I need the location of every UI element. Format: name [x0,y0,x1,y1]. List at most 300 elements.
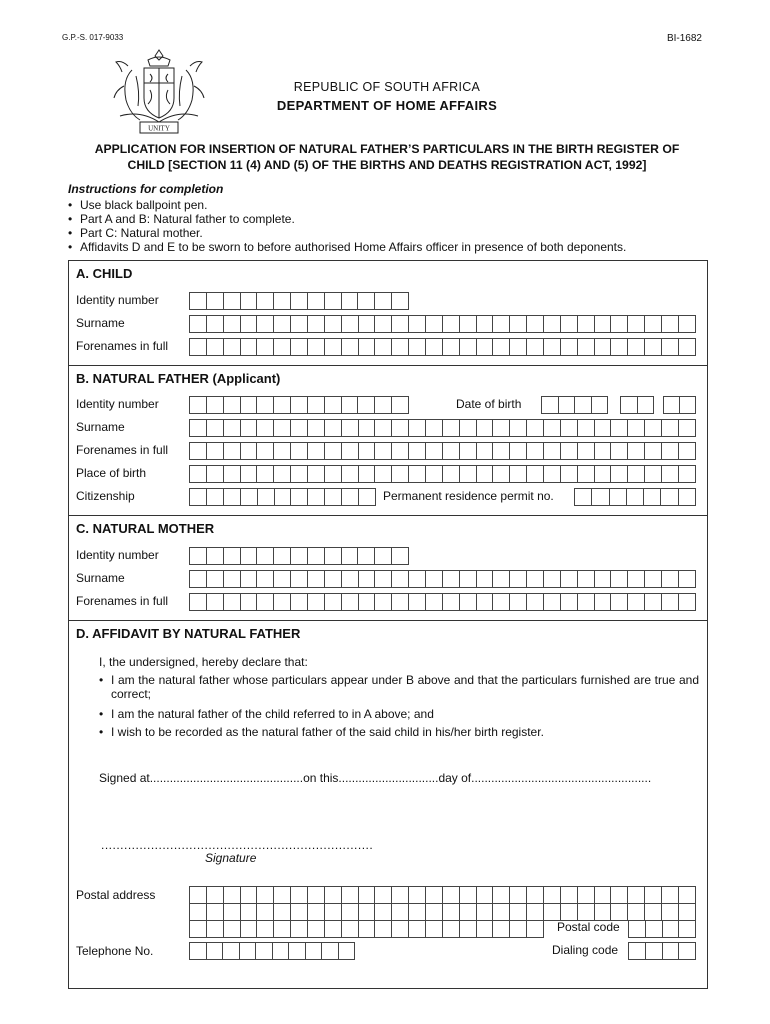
character-box[interactable] [325,489,342,505]
character-box[interactable] [291,548,308,564]
character-box[interactable] [375,339,392,355]
character-box[interactable] [359,443,376,459]
character-box[interactable] [325,443,342,459]
character-box[interactable] [477,339,494,355]
character-box[interactable] [559,397,576,413]
character-box[interactable] [611,420,628,436]
character-box[interactable] [595,571,612,587]
character-box[interactable] [510,466,527,482]
character-box[interactable] [241,594,258,610]
character-box[interactable] [592,489,609,505]
character-box[interactable] [291,466,308,482]
character-box[interactable] [257,466,274,482]
postal-address-input-line-3[interactable] [189,920,544,938]
character-box[interactable] [645,316,662,332]
character-box[interactable] [443,339,460,355]
character-box[interactable] [561,904,578,920]
character-box[interactable] [289,943,306,959]
character-box[interactable] [443,594,460,610]
character-box[interactable] [544,466,561,482]
father-place-input[interactable] [189,465,696,483]
character-box[interactable] [611,316,628,332]
character-box[interactable] [510,887,527,903]
character-box[interactable] [308,339,325,355]
character-box[interactable] [409,466,426,482]
character-box[interactable] [241,443,258,459]
character-box[interactable] [426,443,443,459]
character-box[interactable] [679,943,696,959]
character-box[interactable] [460,921,477,937]
character-box[interactable] [339,943,356,959]
character-box[interactable] [190,397,207,413]
character-box[interactable] [392,420,409,436]
character-box[interactable] [561,339,578,355]
character-box[interactable] [342,397,359,413]
character-box[interactable] [460,316,477,332]
character-box[interactable] [308,571,325,587]
character-box[interactable] [645,339,662,355]
character-box[interactable] [274,594,291,610]
character-box[interactable] [426,466,443,482]
character-box[interactable] [375,904,392,920]
mother-identity-input[interactable] [189,547,409,565]
character-box[interactable] [578,887,595,903]
father-dob-day-input[interactable] [663,396,696,414]
character-box[interactable] [426,594,443,610]
character-box[interactable] [663,943,680,959]
character-box[interactable] [409,594,426,610]
character-box[interactable] [493,316,510,332]
character-box[interactable] [493,420,510,436]
character-box[interactable] [274,420,291,436]
character-box[interactable] [510,594,527,610]
character-box[interactable] [460,443,477,459]
character-box[interactable] [207,443,224,459]
character-box[interactable] [426,571,443,587]
character-box[interactable] [426,887,443,903]
character-box[interactable] [342,466,359,482]
character-box[interactable] [460,571,477,587]
character-box[interactable] [627,489,644,505]
character-box[interactable] [207,339,224,355]
character-box[interactable] [426,316,443,332]
character-box[interactable] [392,339,409,355]
character-box[interactable] [190,489,207,505]
character-box[interactable] [578,316,595,332]
character-box[interactable] [207,548,224,564]
character-box[interactable] [629,943,646,959]
character-box[interactable] [510,571,527,587]
character-box[interactable] [325,293,342,309]
character-box[interactable] [645,904,662,920]
character-box[interactable] [359,594,376,610]
character-box[interactable] [477,443,494,459]
character-box[interactable] [645,594,662,610]
character-box[interactable] [207,466,224,482]
character-box[interactable] [409,921,426,937]
character-box[interactable] [190,904,207,920]
character-box[interactable] [544,594,561,610]
character-box[interactable] [662,571,679,587]
character-box[interactable] [561,316,578,332]
character-box[interactable] [544,443,561,459]
character-box[interactable] [342,443,359,459]
character-box[interactable] [241,293,258,309]
character-box[interactable] [359,887,376,903]
character-box[interactable] [460,594,477,610]
character-box[interactable] [392,887,409,903]
character-box[interactable] [207,489,224,505]
character-box[interactable] [679,316,696,332]
character-box[interactable] [510,921,527,937]
character-box[interactable] [308,466,325,482]
father-surname-input[interactable] [189,419,696,437]
character-box[interactable] [645,887,662,903]
character-box[interactable] [544,904,561,920]
character-box[interactable] [274,339,291,355]
character-box[interactable] [621,397,638,413]
character-box[interactable] [460,904,477,920]
character-box[interactable] [527,443,544,459]
character-box[interactable] [207,316,224,332]
character-box[interactable] [342,921,359,937]
character-box[interactable] [578,420,595,436]
character-box[interactable] [224,571,241,587]
character-box[interactable] [409,443,426,459]
character-box[interactable] [544,420,561,436]
postal-address-input-line-2[interactable] [189,903,696,921]
character-box[interactable] [224,489,241,505]
father-identity-input[interactable] [189,396,409,414]
character-box[interactable] [628,443,645,459]
character-box[interactable] [274,904,291,920]
character-box[interactable] [190,420,207,436]
character-box[interactable] [628,571,645,587]
character-box[interactable] [493,339,510,355]
character-box[interactable] [308,316,325,332]
character-box[interactable] [443,466,460,482]
character-box[interactable] [662,466,679,482]
father-forenames-input[interactable] [189,442,696,460]
character-box[interactable] [257,397,274,413]
character-box[interactable] [592,397,609,413]
character-box[interactable] [575,397,592,413]
signed-at-line[interactable]: Signed at..............................................on this..............................day of...................................................... [99,771,652,785]
character-box[interactable] [224,293,241,309]
character-box[interactable] [306,943,323,959]
character-box[interactable] [628,420,645,436]
character-box[interactable] [679,921,696,937]
character-box[interactable] [241,921,258,937]
character-box[interactable] [679,466,696,482]
character-box[interactable] [291,316,308,332]
character-box[interactable] [257,571,274,587]
character-box[interactable] [207,921,224,937]
character-box[interactable] [510,904,527,920]
character-box[interactable] [190,594,207,610]
character-box[interactable] [190,548,207,564]
character-box[interactable] [392,293,409,309]
character-box[interactable] [628,904,645,920]
character-box[interactable] [628,339,645,355]
character-box[interactable] [375,293,392,309]
character-box[interactable] [661,489,678,505]
character-box[interactable] [646,943,663,959]
character-box[interactable] [207,397,224,413]
character-box[interactable] [258,489,275,505]
character-box[interactable] [342,887,359,903]
character-box[interactable] [477,904,494,920]
character-box[interactable] [291,594,308,610]
character-box[interactable] [325,921,342,937]
character-box[interactable] [325,316,342,332]
character-box[interactable] [527,339,544,355]
character-box[interactable] [578,904,595,920]
character-box[interactable] [223,943,240,959]
character-box[interactable] [527,316,544,332]
mother-surname-input[interactable] [189,570,696,588]
character-box[interactable] [241,571,258,587]
character-box[interactable] [443,316,460,332]
character-box[interactable] [190,293,207,309]
character-box[interactable] [561,571,578,587]
character-box[interactable] [359,921,376,937]
character-box[interactable] [679,339,696,355]
character-box[interactable] [595,316,612,332]
character-box[interactable] [493,443,510,459]
character-box[interactable] [392,397,409,413]
character-box[interactable] [274,466,291,482]
character-box[interactable] [325,548,342,564]
character-box[interactable] [578,466,595,482]
character-box[interactable] [662,904,679,920]
character-box[interactable] [358,548,375,564]
character-box[interactable] [527,420,544,436]
character-box[interactable] [375,443,392,459]
character-box[interactable] [426,420,443,436]
character-box[interactable] [207,571,224,587]
character-box[interactable] [392,466,409,482]
character-box[interactable] [358,293,375,309]
character-box[interactable] [224,466,241,482]
character-box[interactable] [224,420,241,436]
character-box[interactable] [628,594,645,610]
character-box[interactable] [224,594,241,610]
character-box[interactable] [308,887,325,903]
character-box[interactable] [392,571,409,587]
character-box[interactable] [274,443,291,459]
character-box[interactable] [527,466,544,482]
character-box[interactable] [325,904,342,920]
character-box[interactable] [240,943,257,959]
character-box[interactable] [578,594,595,610]
character-box[interactable] [291,571,308,587]
character-box[interactable] [578,571,595,587]
character-box[interactable] [291,887,308,903]
character-box[interactable] [544,887,561,903]
character-box[interactable] [256,943,273,959]
character-box[interactable] [257,443,274,459]
character-box[interactable] [645,420,662,436]
character-box[interactable] [224,339,241,355]
character-box[interactable] [611,443,628,459]
character-box[interactable] [679,420,696,436]
character-box[interactable] [342,293,359,309]
father-dob-month-input[interactable] [620,396,654,414]
character-box[interactable] [325,594,342,610]
character-box[interactable] [392,443,409,459]
character-box[interactable] [224,904,241,920]
character-box[interactable] [662,339,679,355]
character-box[interactable] [325,466,342,482]
character-box[interactable] [308,489,325,505]
character-box[interactable] [477,316,494,332]
character-box[interactable] [241,887,258,903]
character-box[interactable] [308,548,325,564]
character-box[interactable] [308,397,325,413]
character-box[interactable] [680,397,696,413]
character-box[interactable] [493,466,510,482]
character-box[interactable] [409,887,426,903]
character-box[interactable] [375,548,392,564]
character-box[interactable] [359,316,376,332]
character-box[interactable] [443,904,460,920]
character-box[interactable] [628,466,645,482]
character-box[interactable] [443,420,460,436]
character-box[interactable] [409,420,426,436]
character-box[interactable] [460,420,477,436]
character-box[interactable] [291,489,308,505]
character-box[interactable] [291,339,308,355]
character-box[interactable] [257,548,274,564]
character-box[interactable] [257,316,274,332]
character-box[interactable] [274,571,291,587]
character-box[interactable] [190,921,207,937]
character-box[interactable] [274,316,291,332]
character-box[interactable] [273,943,290,959]
character-box[interactable] [241,904,258,920]
character-box[interactable] [595,904,612,920]
character-box[interactable] [375,571,392,587]
character-box[interactable] [493,594,510,610]
character-box[interactable] [291,293,308,309]
character-box[interactable] [207,293,224,309]
character-box[interactable] [477,466,494,482]
character-box[interactable] [224,887,241,903]
character-box[interactable] [561,443,578,459]
character-box[interactable] [595,420,612,436]
character-box[interactable] [257,420,274,436]
character-box[interactable] [190,887,207,903]
character-box[interactable] [224,316,241,332]
character-box[interactable] [646,921,663,937]
character-box[interactable] [375,921,392,937]
character-box[interactable] [561,594,578,610]
character-box[interactable] [460,466,477,482]
character-box[interactable] [561,420,578,436]
character-box[interactable] [375,887,392,903]
character-box[interactable] [224,548,241,564]
character-box[interactable] [645,466,662,482]
character-box[interactable] [325,339,342,355]
character-box[interactable] [257,339,274,355]
character-box[interactable] [322,943,339,959]
character-box[interactable] [477,887,494,903]
character-box[interactable] [392,594,409,610]
character-box[interactable] [291,420,308,436]
character-box[interactable] [190,339,207,355]
character-box[interactable] [527,921,544,937]
signature-line[interactable]: ....................................................................... [101,838,374,852]
character-box[interactable] [241,548,258,564]
character-box[interactable] [342,548,359,564]
character-box[interactable] [477,921,494,937]
character-box[interactable] [342,571,359,587]
character-box[interactable] [544,316,561,332]
character-box[interactable] [611,339,628,355]
character-box[interactable] [359,489,376,505]
character-box[interactable] [662,443,679,459]
character-box[interactable] [308,921,325,937]
character-box[interactable] [595,466,612,482]
character-box[interactable] [663,921,680,937]
character-box[interactable] [291,904,308,920]
character-box[interactable] [493,571,510,587]
character-box[interactable] [275,489,292,505]
character-box[interactable] [207,904,224,920]
character-box[interactable] [190,316,207,332]
child-forenames-input[interactable] [189,338,696,356]
character-box[interactable] [679,904,696,920]
character-box[interactable] [241,339,258,355]
character-box[interactable] [308,420,325,436]
character-box[interactable] [274,921,291,937]
character-box[interactable] [342,339,359,355]
character-box[interactable] [325,420,342,436]
character-box[interactable] [190,443,207,459]
character-box[interactable] [544,571,561,587]
character-box[interactable] [644,489,661,505]
character-box[interactable] [224,397,241,413]
character-box[interactable] [662,594,679,610]
character-box[interactable] [610,489,627,505]
character-box[interactable] [257,594,274,610]
character-box[interactable] [342,904,359,920]
character-box[interactable] [477,420,494,436]
character-box[interactable] [664,397,680,413]
character-box[interactable] [409,316,426,332]
character-box[interactable] [257,904,274,920]
character-box[interactable] [595,339,612,355]
character-box[interactable] [190,466,207,482]
character-box[interactable] [460,339,477,355]
character-box[interactable] [595,443,612,459]
character-box[interactable] [426,904,443,920]
character-box[interactable] [358,397,375,413]
character-box[interactable] [575,489,592,505]
father-dob-year-input[interactable] [541,396,608,414]
character-box[interactable] [224,921,241,937]
character-box[interactable] [409,339,426,355]
character-box[interactable] [679,443,696,459]
telephone-input[interactable] [189,942,355,960]
character-box[interactable] [426,339,443,355]
character-box[interactable] [325,887,342,903]
character-box[interactable] [274,548,291,564]
character-box[interactable] [578,339,595,355]
character-box[interactable] [291,921,308,937]
character-box[interactable] [493,921,510,937]
